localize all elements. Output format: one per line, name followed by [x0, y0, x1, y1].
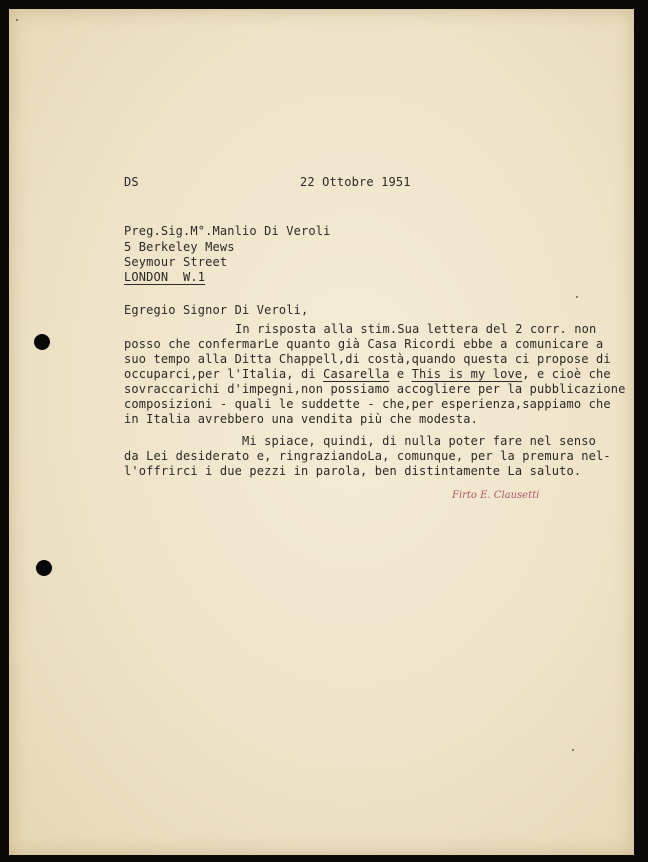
paper-speck	[572, 749, 574, 751]
body-line: suo tempo alla Ditta Chappell,di costà,quando questa ci propose di	[124, 352, 611, 366]
signature-stamp: Firto E. Clausetti	[452, 490, 540, 501]
body-line: l'offrirci i due pezzi in parola, ben distintamente La saluto.	[124, 464, 582, 478]
body-text: e	[389, 367, 412, 381]
body-line: composizioni - quali le suddette - che,per esperienza,sappiamo che	[124, 397, 611, 411]
paper-speck	[16, 19, 18, 21]
address-line: 5 Berkeley Mews	[124, 240, 235, 254]
address-city: LONDON W.1	[124, 270, 206, 284]
song-title-casarella: Casarella	[323, 367, 390, 381]
salutation: Egregio Signor Di Veroli,	[124, 303, 309, 317]
body-line: posso che confermarLe quanto già Casa Ricordi ebbe a comunicare a	[124, 337, 604, 351]
letter-sheet	[9, 9, 634, 855]
punch-hole-top	[34, 334, 50, 350]
body-line: da Lei desiderato e, ringraziandoLa, comunque, per la premura nel-	[124, 449, 611, 463]
body-line: sovraccarichi d'impegni,non possiamo accogliere per la pubblicazione	[124, 382, 626, 396]
body-line: In risposta alla stim.Sua lettera del 2 corr. non	[235, 322, 597, 336]
paper-speck	[576, 296, 578, 298]
body-text: occuparci,per l'Italia, di	[124, 367, 324, 381]
body-line: Mi spiace, quindi, di nulla poter fare nel senso	[242, 434, 596, 448]
body-text: , e cioè che	[522, 367, 611, 381]
body-line: in Italia avrebbero una vendita più che modesta.	[124, 412, 478, 426]
letter-date: 22 Ottobre 1951	[300, 175, 411, 189]
song-title-this-is-my-love: This is my love	[411, 367, 523, 381]
body-line-titles	[124, 367, 611, 381]
address-line: Preg.Sig.M°.Manlio Di Veroli	[124, 224, 331, 238]
reference-initials: DS	[124, 175, 139, 189]
address-line: Seymour Street	[124, 255, 228, 269]
punch-hole-bottom	[36, 560, 52, 576]
